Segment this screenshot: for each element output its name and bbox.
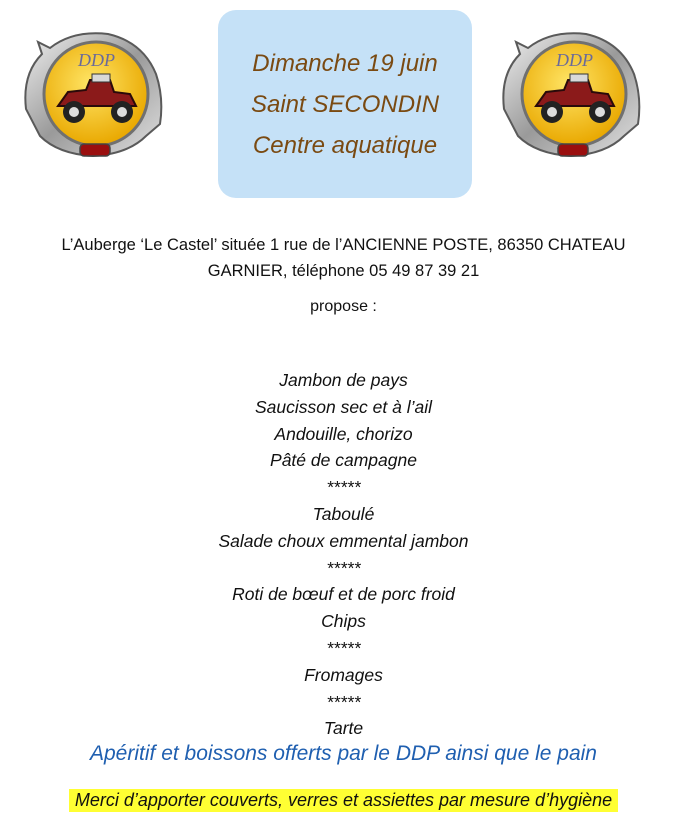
svg-text:DDP: DDP [556, 50, 593, 70]
menu-separator: ***** [326, 637, 361, 658]
menu-item: Andouille, chorizo [274, 423, 413, 444]
menu-item: Salade choux emmental jambon [218, 530, 469, 551]
menu-item: Tarte [323, 718, 364, 739]
menu-item: Fromages [304, 664, 383, 685]
event-header-box [218, 10, 472, 198]
svg-text:DDP: DDP [78, 50, 115, 70]
menu-separator: ***** [326, 557, 361, 578]
restaurant-address [0, 232, 687, 284]
ddp-logo-left [18, 14, 168, 164]
notice-wrap [0, 789, 687, 812]
menu-separator: ***** [326, 691, 361, 712]
menu-item: Roti de bœuf et de porc froid [232, 584, 455, 605]
address-line-1: L’Auberge ‘Le Castel’ située 1 rue de l’ANCIENNE POSTE, 86350 CHATEAU [61, 236, 626, 254]
event-venue: Centre aquatique [252, 131, 438, 159]
menu-item: Chips [321, 611, 366, 632]
menu-separator: ***** [326, 477, 361, 498]
menu-item: Jambon de pays [279, 370, 408, 390]
offer-text: Apéritif et boissons offerts par le DDP ainsi que le pain [90, 742, 597, 765]
ddp-logo-right [496, 14, 646, 164]
propose-label: propose : [310, 298, 377, 315]
menu-list [0, 367, 687, 742]
hygiene-notice: Merci d’apporter couverts, verres et assiettes par mesure d’hygiène [69, 789, 618, 812]
menu-item: Saucisson sec et à l’ail [254, 396, 433, 417]
address-line-2: GARNIER, téléphone 05 49 87 39 21 [207, 262, 480, 280]
menu-item: Pâté de campagne [270, 450, 417, 471]
menu-item: Taboulé [312, 503, 375, 524]
event-town: Saint SECONDIN [250, 90, 440, 118]
event-date: Dimanche 19 juin [252, 49, 438, 77]
